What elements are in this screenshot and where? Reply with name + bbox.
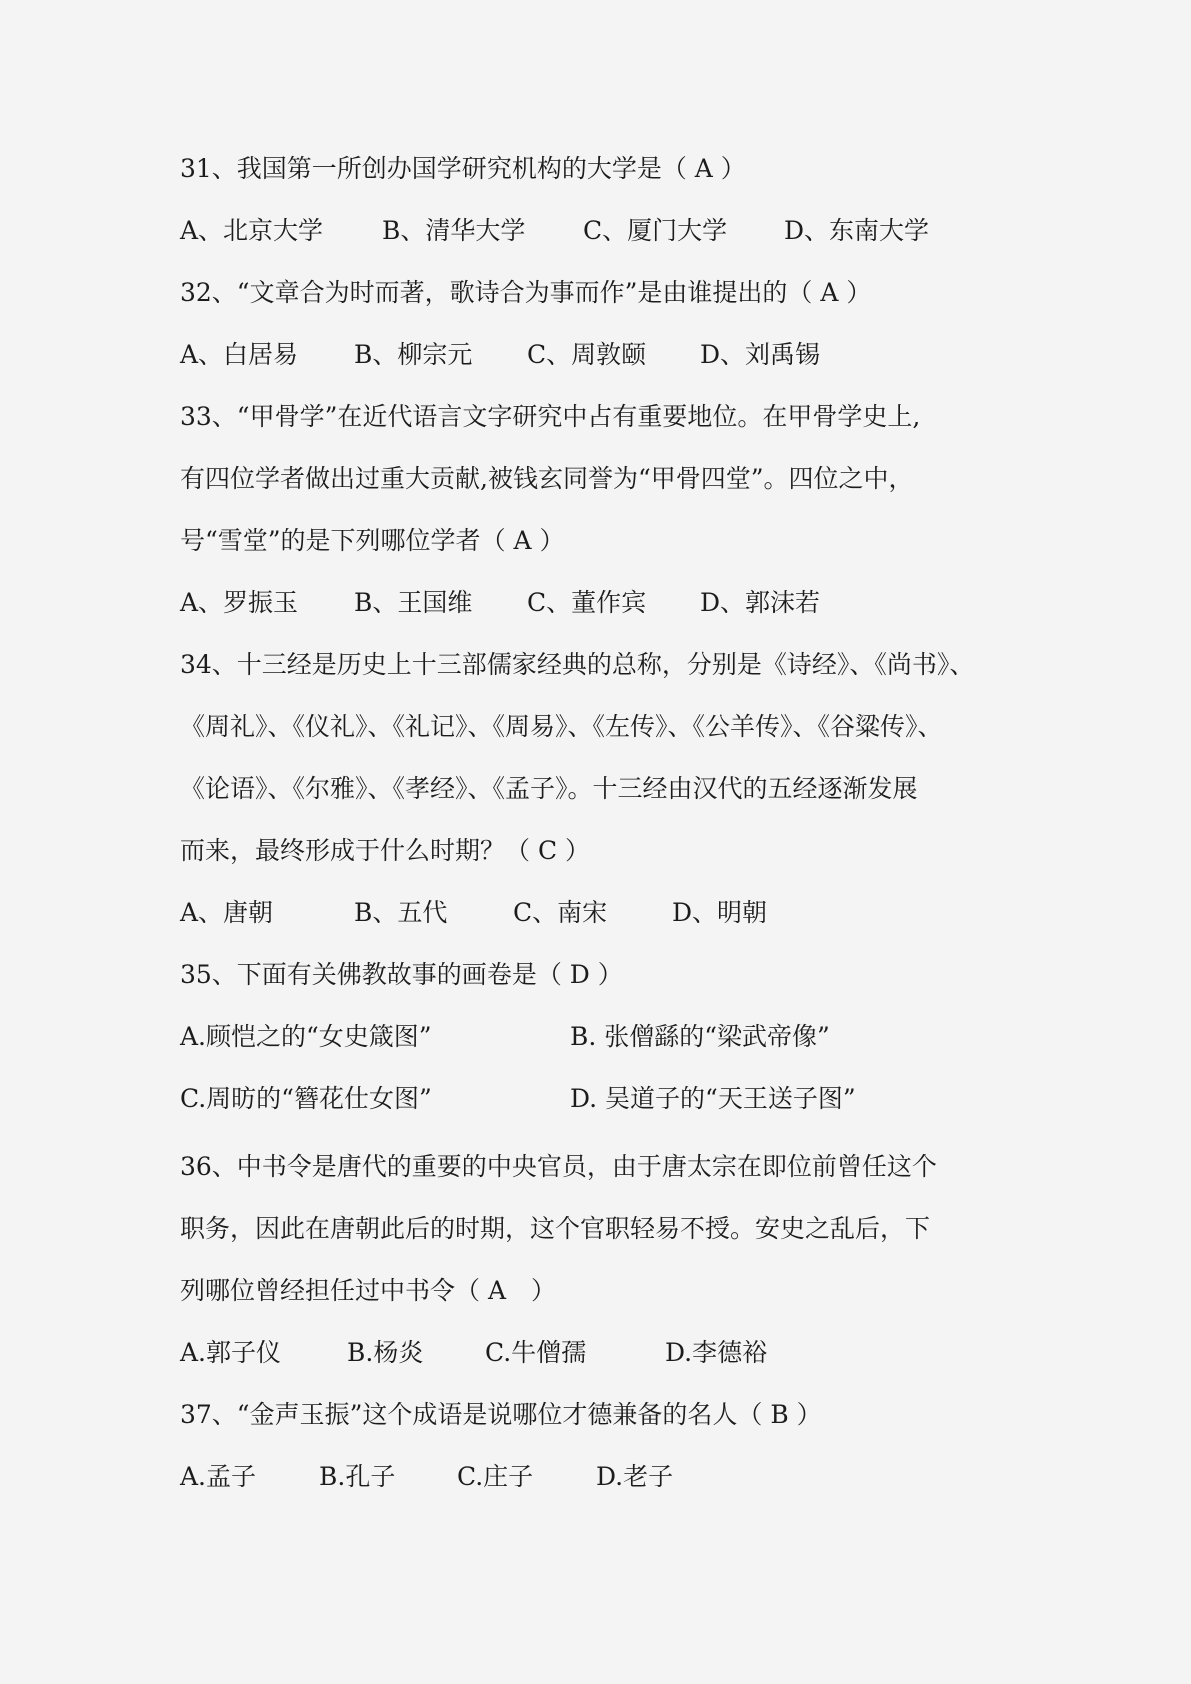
option-d: D.李德裕: [665, 1338, 768, 1367]
option-b: B.杨炎: [347, 1338, 424, 1367]
option-c: C.庄子: [457, 1462, 534, 1491]
option-d: D. 吴道子的“天王送子图”: [570, 1084, 856, 1113]
question-34-stem-line-2: 《周礼》、《仪礼》、《礼记》、《周易》、《左传》、《公羊传》、《谷粱传》、: [180, 712, 943, 741]
question-34-stem-line-1: 34、十三经是历史上十三部儒家经典的总称，分别是《诗经》、《尚书》、: [180, 650, 975, 679]
question-36-stem-line-2: 职务，因此在唐朝此后的时期，这个官职轻易不授。安史之乱后，下: [180, 1214, 931, 1243]
question-34-stem-line-4: 而来，最终形成于什么时期？（ C ）: [180, 836, 591, 865]
option-c: C、厦门大学: [583, 216, 728, 245]
question-35-stem: 35、下面有关佛教故事的画卷是（ D ）: [180, 960, 623, 989]
option-d: D、东南大学: [784, 216, 930, 245]
question-37-stem: 37、“金声玉振”这个成语是说哪位才德兼备的名人（ B ）: [180, 1400, 822, 1429]
option-b: B、王国维: [354, 588, 473, 617]
question-36-stem-line-3: 列哪位曾经担任过中书令（ A ）: [180, 1276, 557, 1305]
question-33-stem-line-1: 33、“甲骨学”在近代语言文字研究中占有重要地位。在甲骨学史上,: [180, 402, 921, 431]
option-a: A.郭子仪: [180, 1338, 282, 1367]
option-c: C.牛僧孺: [485, 1338, 587, 1367]
option-a: A.孟子: [180, 1462, 257, 1491]
option-b: B. 张僧繇的“梁武帝像”: [570, 1022, 830, 1051]
question-33-stem-line-3: 号“雪堂”的是下列哪位学者（ A ）: [180, 526, 565, 555]
question-34-stem-line-3: 《论语》、《尔雅》、《孝经》、《孟子》。十三经由汉代的五经逐渐发展: [180, 774, 918, 803]
question-36-stem-line-1: 36、中书令是唐代的重要的中央官员，由于唐太宗在即位前曾任这个: [180, 1152, 937, 1181]
option-b: B、五代: [354, 898, 448, 927]
option-b: B、清华大学: [382, 216, 526, 245]
question-31-stem: 31、我国第一所创办国学研究机构的大学是（ A ）: [180, 154, 746, 183]
option-d: D、郭沫若: [700, 588, 821, 617]
option-a: A、罗振玉: [180, 588, 299, 617]
option-d: D、明朝: [672, 898, 768, 927]
option-c: C、周敦颐: [527, 340, 647, 369]
question-33-stem-line-2: 有四位学者做出过重大贡献,被钱玄同誉为“甲骨四堂”。四位之中，: [180, 464, 914, 493]
option-d: D、刘禹锡: [700, 340, 821, 369]
option-b: B.孔子: [319, 1462, 396, 1491]
option-a: A、白居易: [180, 340, 299, 369]
option-c: C、董作宾: [527, 588, 647, 617]
option-c: C、南宋: [513, 898, 608, 927]
option-d: D.老子: [596, 1462, 674, 1491]
option-a: A、唐朝: [180, 898, 274, 927]
option-a: A.顾恺之的“女史箴图”: [180, 1022, 432, 1051]
question-32-stem: 32、“文章合为时而著，歌诗合为事而作”是由谁提出的（ A ）: [180, 278, 872, 307]
option-b: B、柳宗元: [354, 340, 473, 369]
option-c: C.周昉的“簪花仕女图”: [180, 1084, 432, 1113]
option-a: A、北京大学: [180, 216, 324, 245]
